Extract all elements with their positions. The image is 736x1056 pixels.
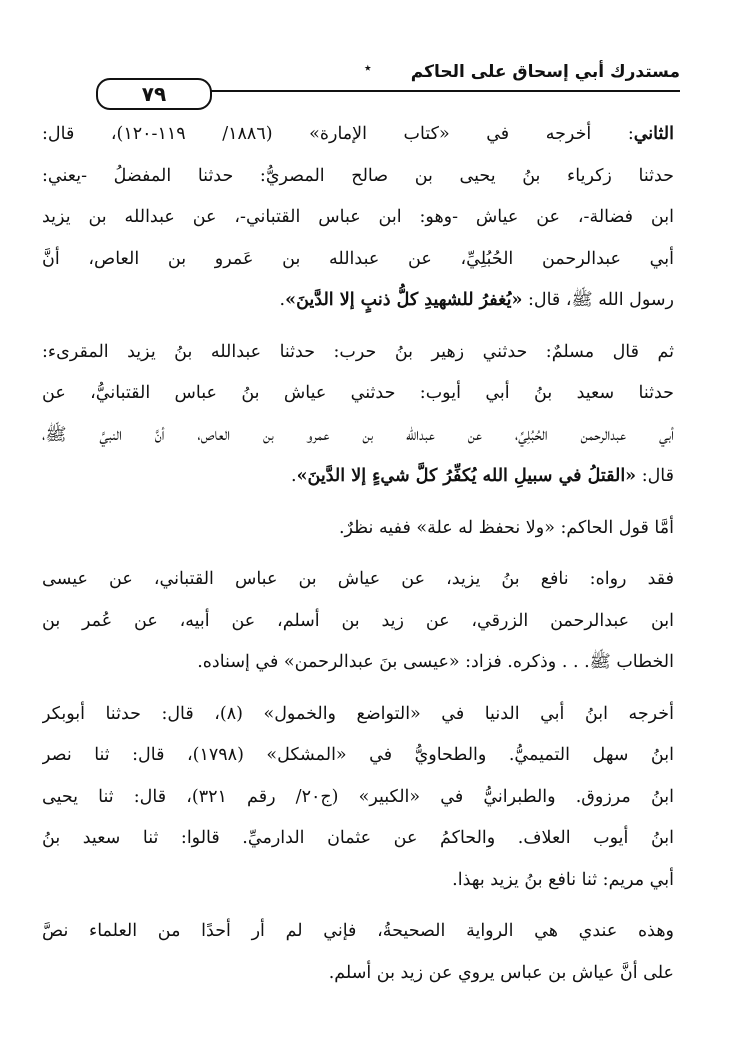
text-line bbox=[42, 777, 674, 819]
text-line bbox=[42, 114, 674, 156]
header-rule bbox=[160, 90, 680, 92]
text-run: أبي مريم: ثنا نافع بنُ يزيد بهذا. bbox=[452, 869, 674, 890]
bold-text-run: الثاني bbox=[633, 124, 674, 144]
paragraph bbox=[42, 332, 674, 498]
text-run: الخطاب ﷺ. . . وذكره. فزاد: «عيسى بنَ عبدالرحمن» في إسناده. bbox=[197, 652, 674, 672]
paragraph bbox=[42, 559, 674, 684]
text-run: قال: bbox=[636, 466, 674, 486]
text-run: ابنُ أيوب العلاف. والحاكمُ عن عثمان الدارميِّ. قالوا: ثنا سعيد بنُ bbox=[42, 828, 674, 848]
running-title: مستدرك أبي إسحاق على الحاكم bbox=[410, 62, 680, 82]
header-ornament-dot: ٭ bbox=[364, 60, 372, 76]
text-run: أبي عبدالرحمن الحُبُلِيِّ، عن عبدالله بن عَمرو بن العاص، أنَّ bbox=[42, 248, 674, 269]
text-run: وهذه عندي هي الرواية الصحيحةُ، فإني لم أر أحدًا من العلماء نصَّ bbox=[42, 921, 674, 941]
text-run: رسول الله ﷺ، قال: bbox=[522, 290, 674, 310]
text-run: . bbox=[279, 290, 286, 310]
text-line bbox=[42, 911, 674, 953]
body-text bbox=[42, 114, 674, 994]
paragraph bbox=[42, 694, 674, 902]
page-header bbox=[52, 58, 680, 106]
text-line bbox=[42, 508, 674, 550]
paragraph-gap bbox=[42, 684, 674, 694]
text-run: حدثنا سعيد بنُ أبي أيوب: حدثني عياش بنُ عباس القتبانيُّ، عن bbox=[42, 383, 674, 403]
text-line bbox=[42, 197, 674, 239]
text-line bbox=[42, 860, 674, 902]
paragraph bbox=[42, 508, 674, 550]
text-run: ابنُ مرزوق. والطبرانيُّ في «الكبير» (ج٢٠/ رقم ٣٢١)، قال: ثنا يحيى bbox=[42, 786, 674, 807]
text-line bbox=[42, 735, 674, 777]
text-line bbox=[42, 694, 674, 736]
text-line bbox=[42, 642, 674, 684]
text-run: حدثنا زكرياء بنُ يحيى بن صالح المصريُّ: حدثنا المفضلُ -يعني: bbox=[42, 165, 674, 186]
page-number: ٧٩ bbox=[96, 78, 212, 110]
paragraph bbox=[42, 911, 674, 994]
bold-text-run: «يُغفرُ للشهيدِ كلُّ ذنبٍ إلا الدَّينَ» bbox=[285, 290, 523, 310]
text-run: أبي عبدالرحمن الحُبُلِيِّ، عن عبدالله بن عمرو بن العاص، أنَّ النبيَّ ﷺ، bbox=[42, 424, 674, 445]
text-line bbox=[42, 373, 674, 415]
text-line bbox=[42, 239, 674, 281]
text-line bbox=[42, 953, 674, 995]
text-run: على أنَّ عياش بن عباس يروي عن زيد بن أسلم. bbox=[328, 962, 674, 983]
text-line bbox=[42, 415, 674, 457]
paragraph-gap bbox=[42, 322, 674, 332]
bold-text-run: «القتلُ في سبيلِ الله يُكفِّرُ كلَّ شيءٍ إلا الدَّينَ» bbox=[296, 466, 637, 486]
text-run: ابنُ سهل التميميُّ. والطحاويُّ في «المشكل» (١٧٩٨)، قال: ثنا نصر bbox=[42, 745, 674, 765]
text-run: فقد رواه: نافع بنُ يزيد، عن عياش بن عباس القتباني، عن عيسى bbox=[42, 569, 674, 589]
text-run: . bbox=[291, 466, 297, 486]
paragraph bbox=[42, 114, 674, 322]
text-line bbox=[42, 456, 674, 498]
text-run: : أخرجه في «كتاب الإمارة» (١٨٨٦/ ١١٩-١٢٠)، قال: bbox=[42, 124, 634, 144]
text-run: أخرجه ابنُ أبي الدنيا في «التواضع والخمول» (٨)، قال: حدثنا أبوبكر bbox=[42, 703, 674, 724]
text-run: ابن عبدالرحمن الزرقي، عن زيد بن أسلم، عن أبيه، عن عُمر بن bbox=[42, 610, 674, 631]
text-run: أمَّا قول الحاكم: «ولا نحفظ له علة» ففيه نظرٌ. bbox=[338, 517, 674, 538]
text-line bbox=[42, 559, 674, 601]
paragraph-gap bbox=[42, 549, 674, 559]
text-line bbox=[42, 156, 674, 198]
paragraph-gap bbox=[42, 901, 674, 911]
text-line bbox=[42, 280, 674, 322]
text-run: ثم قال مسلمٌ: حدثني زهير بنُ حرب: حدثنا عبدالله بنُ يزيد المقرىء: bbox=[42, 341, 674, 362]
text-run: ابن فضالة-، عن عياش -وهو: ابن عباس القتباني-، عن عبدالله بن يزيد bbox=[42, 207, 674, 227]
text-line bbox=[42, 601, 674, 643]
text-line bbox=[42, 818, 674, 860]
text-line bbox=[42, 332, 674, 374]
paragraph-gap bbox=[42, 498, 674, 508]
